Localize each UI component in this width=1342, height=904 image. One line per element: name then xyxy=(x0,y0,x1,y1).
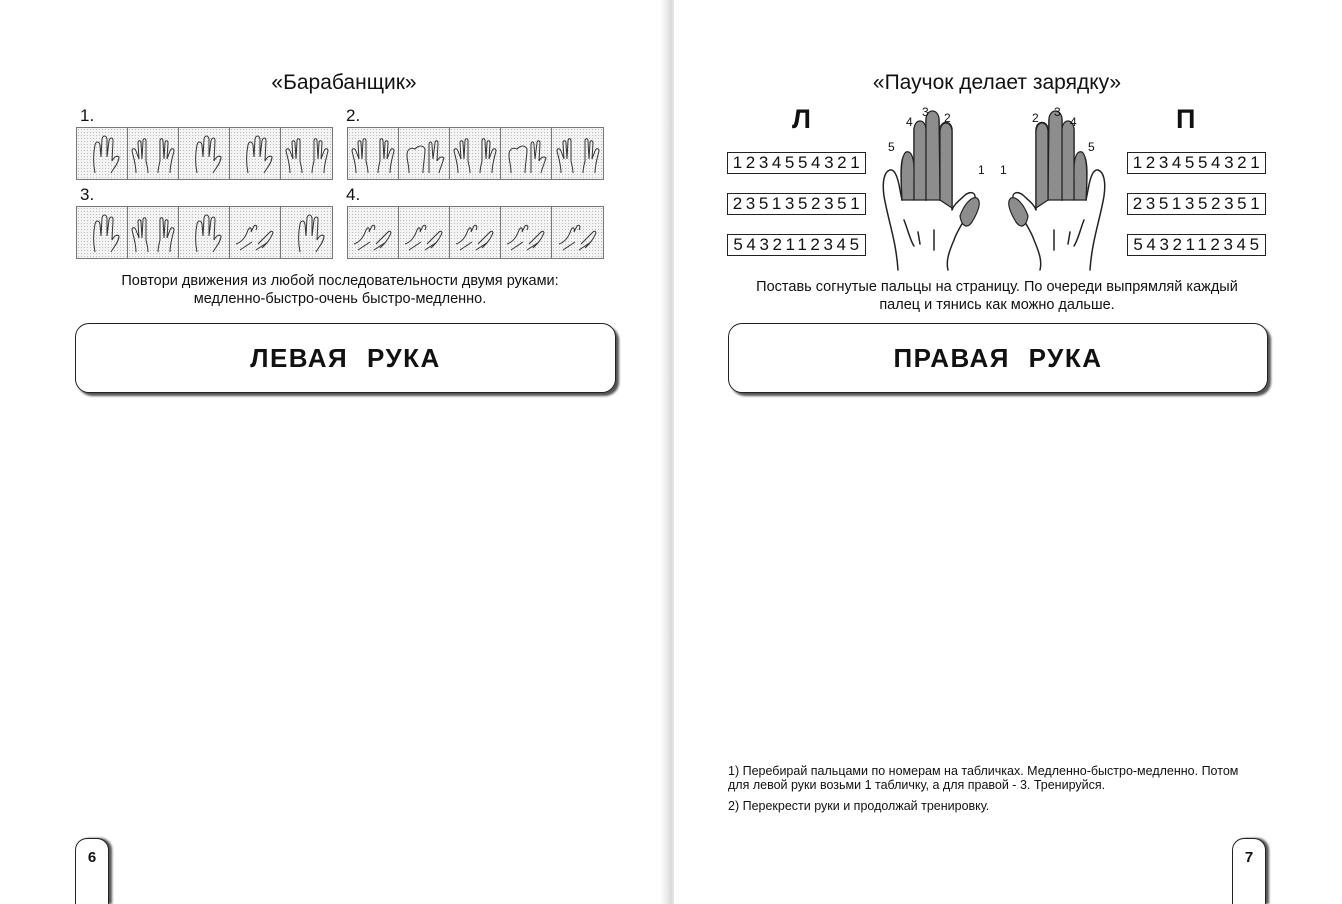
hand-gesture-frame xyxy=(450,128,501,179)
hand-gesture-frame xyxy=(281,128,332,179)
palm-hand-icon xyxy=(79,210,125,256)
hand-gesture-frame xyxy=(552,207,603,258)
footnote-line: 1) Перебирай пальцами по номерам на табличках. Медленно-быстро-медленно. Потом xyxy=(728,764,1239,778)
page-number-tab-left: 6 xyxy=(75,838,109,904)
footnote-1 xyxy=(728,764,1288,792)
instruction-line: медленно-быстро-очень быстро-медленно. xyxy=(193,291,487,307)
right-page xyxy=(674,0,1342,904)
hand-sequence-strip xyxy=(76,206,333,259)
hand-gesture-frame xyxy=(128,207,179,258)
drummer-instruction xyxy=(40,272,640,308)
instruction-line: Повтори движения из любой последовательности двумя руками: xyxy=(121,273,559,289)
finger-number: 2 xyxy=(944,111,951,125)
hand-gesture-frame xyxy=(501,128,552,179)
left-hand-label: ЛЕВАЯ РУКА xyxy=(250,342,441,373)
instruction-line: палец и тянись как можно дальше. xyxy=(879,297,1115,313)
hand-gesture-frame xyxy=(77,128,128,179)
finger-number: 3 xyxy=(922,105,929,119)
finger-sequence-box: 1234554321 xyxy=(727,152,866,174)
finger-number: 2 xyxy=(1032,111,1039,125)
right-hand-letter: П xyxy=(1176,104,1196,134)
drummer-title: «Барабанщик» xyxy=(271,71,417,94)
hand-gesture-frame xyxy=(399,128,450,179)
sequence-number-4: 4. xyxy=(346,185,361,204)
spider-title: «Паучок делает зарядку» xyxy=(872,71,1122,94)
hand-gesture-frame xyxy=(552,128,603,179)
finger-number: 1 xyxy=(978,163,985,177)
fist-hand-icon xyxy=(503,131,549,177)
hand-gesture-frame xyxy=(179,128,230,179)
palm-hand-icon xyxy=(284,210,330,256)
hand-gesture-frame xyxy=(230,207,281,258)
spread-hand-icon xyxy=(452,131,498,177)
hand-gesture-frame xyxy=(348,207,399,258)
flat-hand-icon xyxy=(555,210,601,256)
palm-hand-icon xyxy=(79,131,125,177)
fist-hand-icon xyxy=(401,131,447,177)
hand-gesture-frame xyxy=(281,207,332,258)
palm-hand-icon xyxy=(232,131,278,177)
sequence-number-1: 1. xyxy=(80,106,95,125)
hand-sequence-strip xyxy=(347,127,604,180)
left-page xyxy=(0,0,668,904)
finger-number: 1 xyxy=(1000,163,1007,177)
flat-hand-icon xyxy=(350,210,396,256)
finger-number: 4 xyxy=(1070,115,1077,129)
spread-hand-icon xyxy=(130,131,176,177)
flat-hand-icon xyxy=(232,210,278,256)
spread-hand-icon xyxy=(555,131,601,177)
hand-gesture-frame xyxy=(348,128,399,179)
flat-hand-icon xyxy=(503,210,549,256)
finger-sequence-box: 5432112345 xyxy=(727,234,866,256)
finger-sequence-box: 1234554321 xyxy=(1127,152,1266,174)
page-number-tab-right: 7 xyxy=(1232,838,1266,904)
finger-number: 5 xyxy=(1088,140,1095,154)
spread-hand-icon xyxy=(130,210,176,256)
hands-illustration xyxy=(874,100,1114,272)
hand-gesture-frame xyxy=(450,207,501,258)
spider-instruction xyxy=(704,278,1290,314)
footnote-2: 2) Перекрести руки и продолжай тренировку. xyxy=(728,799,990,813)
right-hand-button[interactable] xyxy=(728,323,1268,393)
sequence-number-3: 3. xyxy=(80,185,95,204)
hand-gesture-frame xyxy=(230,128,281,179)
hand-gesture-frame xyxy=(399,207,450,258)
hand-gesture-frame xyxy=(501,207,552,258)
hand-gesture-frame xyxy=(128,128,179,179)
hand-gesture-frame xyxy=(179,207,230,258)
hand-sequence-strip xyxy=(76,127,333,180)
flat-hand-icon xyxy=(401,210,447,256)
finger-number: 3 xyxy=(1054,105,1061,119)
instruction-line: Поставь согнутые пальцы на страницу. По очереди выпрямляй каждый xyxy=(756,279,1238,295)
right-hand-label: ПРАВАЯ РУКА xyxy=(893,342,1103,373)
left-hand-letter: Л xyxy=(792,104,811,134)
palm-hand-icon xyxy=(181,210,227,256)
flat-hand-icon xyxy=(452,210,498,256)
palm-hand-icon xyxy=(181,131,227,177)
finger-number: 4 xyxy=(906,115,913,129)
hand-gesture-frame xyxy=(77,207,128,258)
finger-number: 5 xyxy=(888,140,895,154)
left-hand-button[interactable] xyxy=(75,323,616,393)
left-hand-fingers-shaded xyxy=(901,111,979,226)
spread-hand-icon xyxy=(284,131,330,177)
finger-sequence-box: 2351352351 xyxy=(727,193,866,215)
hand-sequence-strip xyxy=(347,206,604,259)
spread-hand-icon xyxy=(350,131,396,177)
finger-sequence-box: 2351352351 xyxy=(1127,193,1266,215)
footnote-line: для левой руки возьми 1 табличку, а для правой - 3. Тренируйся. xyxy=(728,778,1106,792)
finger-sequence-box: 5432112345 xyxy=(1127,234,1266,256)
sequence-number-2: 2. xyxy=(346,106,361,125)
